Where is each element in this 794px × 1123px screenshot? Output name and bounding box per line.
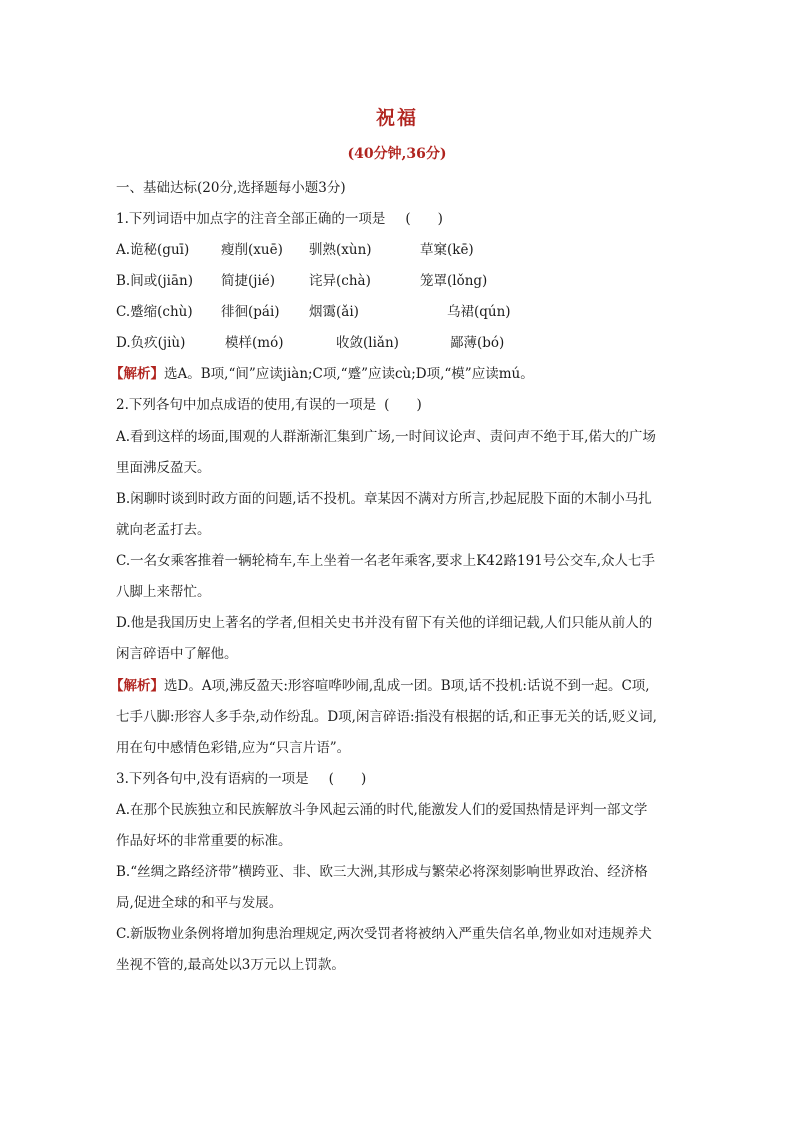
question-2-stem xyxy=(116,395,422,415)
analysis-text: 选D。A项,沸反盈天:形容喧哗吵闹,乱成一团。B项,话不投机:话说不到一起。C项, xyxy=(164,678,650,694)
q3-option-a-line-2: 作品好坏的非常重要的标准。 xyxy=(116,833,292,849)
q2-option-d-line-1: D.他是我国历史上著名的学者,但相关史书并没有留下有关他的详细记载,人们只能从前人的 xyxy=(116,615,653,631)
q1-option-b-word-3: 诧异(chà) xyxy=(309,273,371,289)
q1-option-c-word-1: C.蹙缩(chù) xyxy=(116,304,193,320)
question-2-text: 2.下列各句中加点成语的使用,有误的一项是 xyxy=(116,397,377,413)
question-1-stem xyxy=(116,209,443,229)
q1-option-b-word-1: B.间或(jiān) xyxy=(116,273,193,289)
q3-option-b-line-2: 局,促进全球的和平与发展。 xyxy=(116,895,283,911)
page-title: 祝福 xyxy=(375,107,418,129)
q2-analysis-line-3: 用在句中感情色彩错,应为“只言片语”。 xyxy=(116,740,351,756)
q1-option-a-word-1: A.诡秘(guī) xyxy=(116,242,190,258)
question-1-text: 1.下列词语中加点字的注音全部正确的一项是 xyxy=(116,211,386,227)
q1-option-d-word-1: D.负疚(jiù) xyxy=(116,335,186,351)
q3-option-b-line-1: B.“丝绸之路经济带”横跨亚、非、欧三大洲,其形成与繁荣必将深刻影响世界政治、经济格 xyxy=(116,864,648,880)
answer-bracket: ( ) xyxy=(384,397,422,413)
question-3-stem xyxy=(116,769,366,789)
q3-option-c-line-2: 坐视不管的,最高处以3万元以上罚款。 xyxy=(116,957,345,973)
analysis-tag: 【解析】 xyxy=(110,678,164,694)
q1-option-d-word-4: 鄙薄(bó) xyxy=(450,335,505,351)
q1-option-d-word-3: 收敛(liǎn) xyxy=(336,335,399,351)
q1-option-c-word-4: 乌裙(qún) xyxy=(447,304,511,320)
q2-option-a-line-1: A.看到这样的场面,围观的人群渐渐汇集到广场,一时间议论声、责问声不绝于耳,偌大的广场 xyxy=(116,429,656,445)
q2-option-b-line-1: B.闲聊时谈到时政方面的问题,话不投机。章某因不满对方所言,抄起屁股下面的木制小马扎 xyxy=(116,491,652,507)
q2-analysis-line-2: 七手八脚:形容人多手杂,动作纷乱。D项,闲言碎语:指没有根据的话,和正事无关的话,贬义词, xyxy=(116,709,657,725)
q1-option-a-word-3: 驯熟(xùn) xyxy=(309,242,372,258)
q2-option-c-line-1: C.一名女乘客推着一辆轮椅车,车上坐着一名老年乘客,要求上K42路191号公交车,众人七手 xyxy=(116,553,656,569)
q2-option-b-line-2: 就向老孟打去。 xyxy=(116,522,211,538)
q1-option-c-word-2: 徘徊(pái) xyxy=(221,304,280,320)
q1-option-b-word-2: 简捷(jié) xyxy=(221,273,276,289)
section-heading: 一、基础达标(20分,选择题每小题3分) xyxy=(116,180,346,196)
q3-option-c-line-1: C.新版物业条例将增加狗患治理规定,两次受罚者将被纳入严重失信名单,物业如对违规养犬 xyxy=(116,926,652,942)
answer-bracket: ( ) xyxy=(328,771,367,787)
q2-option-a-line-2: 里面沸反盈天。 xyxy=(116,460,211,476)
question-3-text: 3.下列各句中,没有语病的一项是 xyxy=(116,771,309,787)
q1-option-a-word-2: 瘦削(xuē) xyxy=(221,242,283,258)
q1-option-c-word-3: 烟霭(ǎi) xyxy=(309,304,359,320)
q3-option-a-line-1: A.在那个民族独立和民族解放斗争风起云涌的时代,能激发人们的爱国热情是评判一部文学 xyxy=(116,802,648,818)
q1-option-a-word-4: 草窠(kē) xyxy=(420,242,474,258)
q2-analysis-line-1 xyxy=(110,676,650,696)
q1-option-d-word-2: 模样(mó) xyxy=(225,335,284,351)
analysis-tag: 【解析】 xyxy=(110,366,164,382)
q1-analysis xyxy=(110,364,534,384)
q2-option-c-line-2: 八脚上来帮忙。 xyxy=(116,584,211,600)
q2-option-d-line-2: 闲言碎语中了解他。 xyxy=(116,646,238,662)
page-subtitle: (40分钟,36分) xyxy=(347,146,447,162)
analysis-text: 选A。B项,“间”应读jiàn;C项,“蹙”应读cù;D项,“模”应读mú。 xyxy=(164,366,534,382)
answer-bracket: ( ) xyxy=(405,211,443,227)
q1-option-b-word-4: 笼罩(lǒng) xyxy=(420,273,488,289)
